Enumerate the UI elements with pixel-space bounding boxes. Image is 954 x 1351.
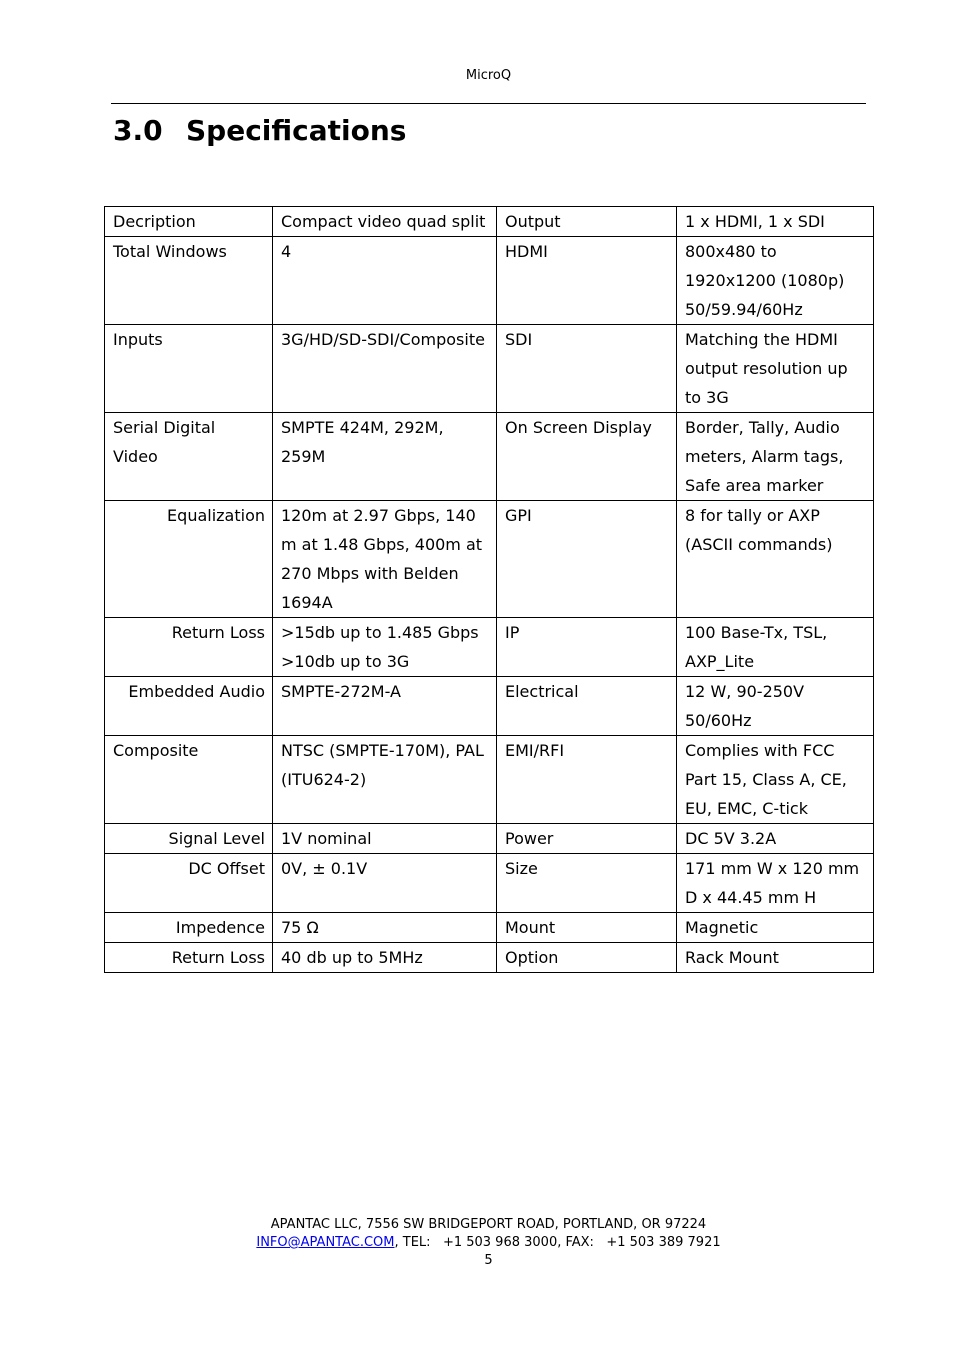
table-row xyxy=(105,237,874,325)
spec-value: 1V nominal xyxy=(273,824,497,854)
header-divider xyxy=(111,103,866,104)
spec-sublabel: DC Offset xyxy=(105,854,273,913)
footer-address: APANTAC LLC, 7556 SW BRIDGEPORT ROAD, PORTLAND, OR 97224 xyxy=(270,1217,707,1232)
table-row xyxy=(105,501,874,618)
spec-sublabel: Return Loss xyxy=(105,943,273,973)
table-row xyxy=(105,854,874,913)
spec-value: DC 5V 3.2A xyxy=(677,824,874,854)
spec-label: GPI xyxy=(497,501,677,618)
spec-value: >15db up to 1.485 Gbps >10db up to 3G xyxy=(273,618,497,677)
spec-value: Rack Mount xyxy=(677,943,874,973)
spec-value: 1 x HDMI, 1 x SDI xyxy=(677,207,874,237)
page-number: 5 xyxy=(484,1253,493,1268)
spec-value: 171 mm W x 120 mm D x 44.45 mm H xyxy=(677,854,874,913)
spec-value: 0V, ± 0.1V xyxy=(273,854,497,913)
spec-value: SMPTE-272M-A xyxy=(273,677,497,736)
spec-label: Total Windows xyxy=(105,237,273,325)
spec-value: 8 for tally or AXP (ASCII commands) xyxy=(677,501,874,618)
specifications-table xyxy=(104,206,874,973)
spec-value: Compact video quad split xyxy=(273,207,497,237)
spec-label: Option xyxy=(497,943,677,973)
running-header: MicroQ xyxy=(465,68,512,83)
table-row xyxy=(105,943,874,973)
spec-sublabel: Impedence xyxy=(105,913,273,943)
spec-value: 800x480 to 1920x1200 (1080p) 50/59.94/60Hz xyxy=(677,237,874,325)
table-row xyxy=(105,325,874,413)
spec-value: Complies with FCC Part 15, Class A, CE, EU, EMC, C-tick xyxy=(677,736,874,824)
spec-value: 3G/HD/SD-SDI/Composite xyxy=(273,325,497,413)
spec-label: Mount xyxy=(497,913,677,943)
spec-label: Electrical xyxy=(497,677,677,736)
spec-value: 4 xyxy=(273,237,497,325)
footer-contact-line xyxy=(0,1234,954,1252)
spec-label: Inputs xyxy=(105,325,273,413)
table-row xyxy=(105,913,874,943)
table-row xyxy=(105,677,874,736)
spec-label: HDMI xyxy=(497,237,677,325)
section-heading xyxy=(113,114,406,147)
table-row xyxy=(105,736,874,824)
spec-sublabel: Signal Level xyxy=(105,824,273,854)
spec-label: EMI/RFI xyxy=(497,736,677,824)
spec-sublabel: Equalization xyxy=(105,501,273,618)
section-title: Specifications xyxy=(186,114,407,147)
spec-label: IP xyxy=(497,618,677,677)
spec-value: Magnetic xyxy=(677,913,874,943)
spec-label: Size xyxy=(497,854,677,913)
footer-phone-fax: , TEL: +1 503 968 3000, FAX: +1 503 389 7921 xyxy=(394,1235,721,1250)
spec-value: NTSC (SMPTE-170M), PAL (ITU624-2) xyxy=(273,736,497,824)
page-footer xyxy=(0,1216,954,1270)
spec-value: Border, Tally, Audio meters, Alarm tags, Safe area marker xyxy=(677,413,874,501)
spec-label: On Screen Display xyxy=(497,413,677,501)
spec-value: 120m at 2.97 Gbps, 140 m at 1.48 Gbps, 400m at 270 Mbps with Belden 1694A xyxy=(273,501,497,618)
spec-value: 12 W, 90-250V 50/60Hz xyxy=(677,677,874,736)
spec-sublabel: Embedded Audio xyxy=(105,677,273,736)
spec-label: Decription xyxy=(105,207,273,237)
table-row xyxy=(105,413,874,501)
spec-label: Composite xyxy=(105,736,273,824)
spec-value: 75 Ω xyxy=(273,913,497,943)
email-link[interactable]: INFO@APANTAC.COM xyxy=(256,1235,395,1250)
table-row xyxy=(105,207,874,237)
table-row xyxy=(105,824,874,854)
spec-sublabel: Return Loss xyxy=(105,618,273,677)
spec-label: SDI xyxy=(497,325,677,413)
spec-label: Output xyxy=(497,207,677,237)
spec-value: 100 Base-Tx, TSL, AXP_Lite xyxy=(677,618,874,677)
section-number: 3.0 xyxy=(113,114,163,147)
spec-label: Power xyxy=(497,824,677,854)
spec-value: Matching the HDMI output resolution up to 3G xyxy=(677,325,874,413)
spec-value: 40 db up to 5MHz xyxy=(273,943,497,973)
spec-value: SMPTE 424M, 292M, 259M xyxy=(273,413,497,501)
spec-label: Serial Digital Video xyxy=(105,413,273,501)
table-row xyxy=(105,618,874,677)
